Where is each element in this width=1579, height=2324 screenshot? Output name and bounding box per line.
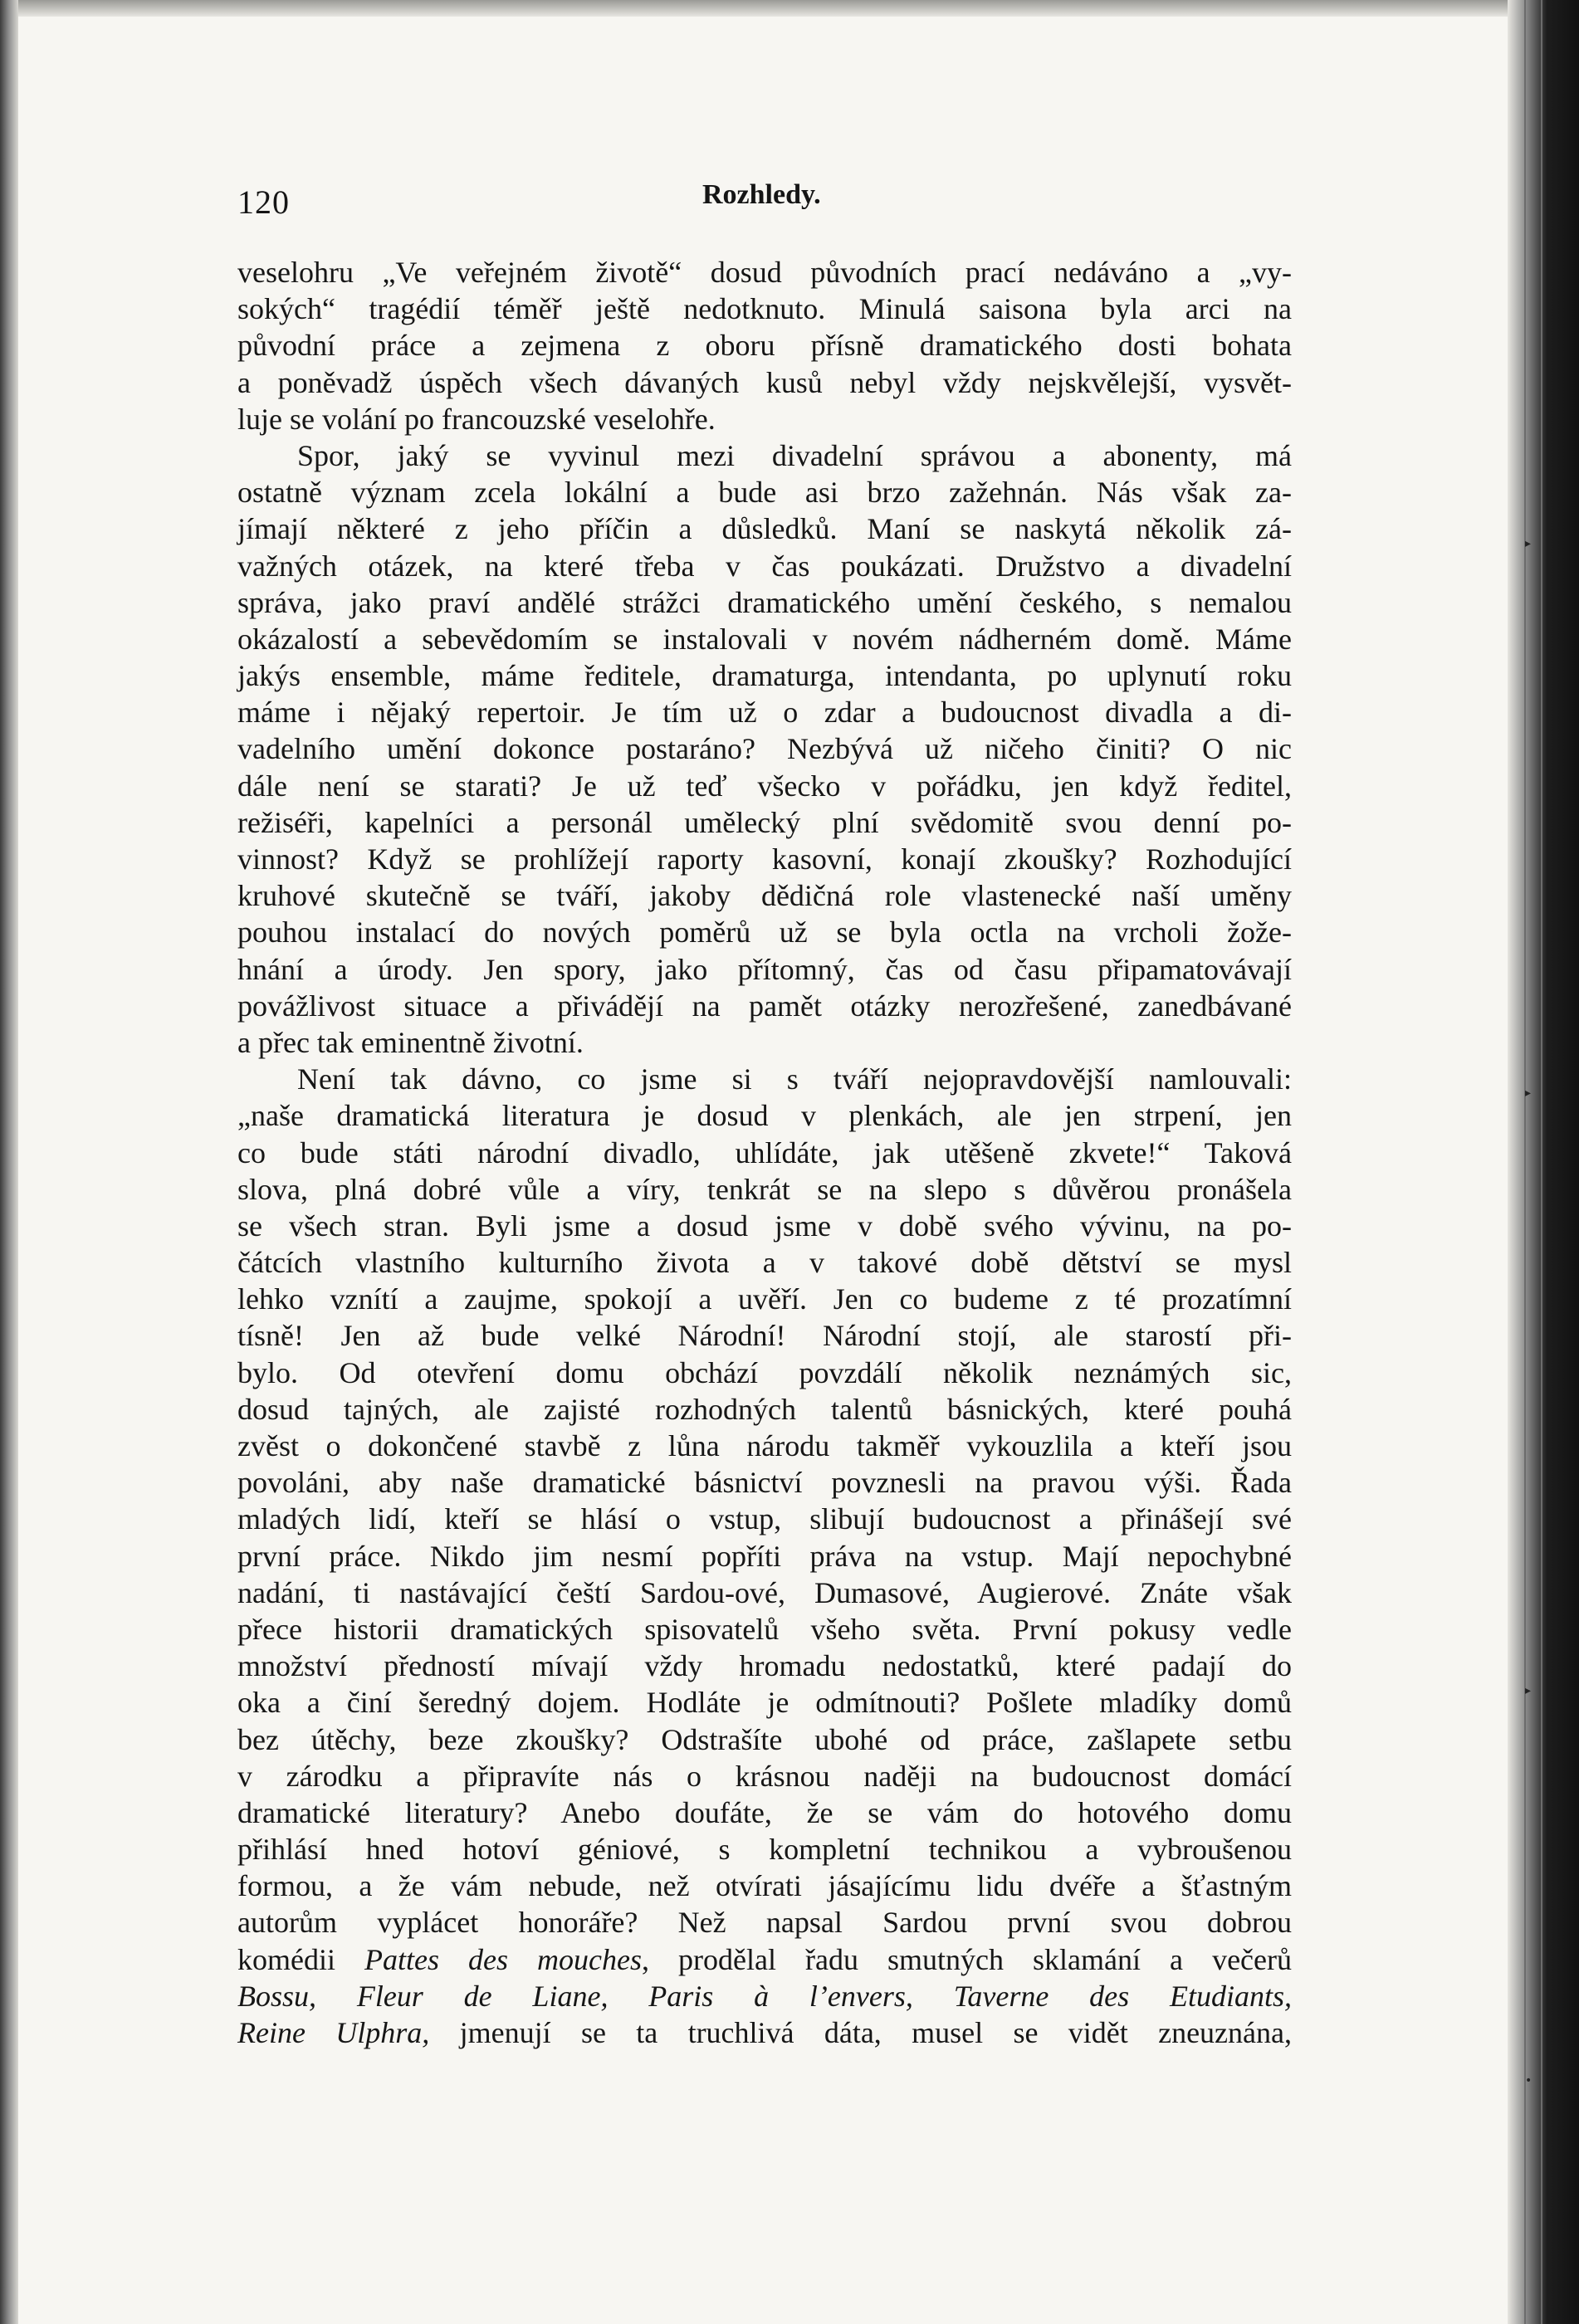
running-head: Rozhledy.	[702, 179, 821, 210]
text-span: komédii	[237, 1942, 365, 1976]
text-line: vadelního umění dokonce postaráno? Nezbývá už ničeho činiti? O nic	[237, 732, 1292, 766]
text-line: máme i nějaký repertoir. Je tím už o zdar a budoucnost divadla a di-	[237, 696, 1292, 730]
text-span: , prodělal řadu smutných sklamání a večerů	[642, 1942, 1292, 1976]
text-line: množství předností mívají vždy hromadu nedostatků, které padají do	[237, 1649, 1292, 1683]
text-line: první práce. Nikdo jim nesmí popříti práva na vstup. Mají nepochybné	[237, 1539, 1292, 1573]
page-left-edge	[0, 0, 18, 2324]
text-span: jmenují se ta truchlivá dáta, musel se vidět zneuznána,	[429, 2016, 1292, 2049]
text-line: a poněvadž úspěch všech dávaných kusů nebyl vždy nejskvělejší, vysvět-	[237, 365, 1292, 399]
page-header	[237, 173, 1292, 222]
text-line: Není tak dávno, co jsme si s tváří nejopravdovější namlouvali:	[297, 1062, 1292, 1096]
text-line: formou, a že vám nebude, než otvírati jásajícímu lidu dvéře a šťastným	[237, 1869, 1292, 1903]
text-line: lehko vznítí a zaujme, spokojí a uvěří. Jen co budeme z té prozatímní	[237, 1282, 1292, 1316]
binding-mark-icon: ▸	[1525, 1684, 1532, 1697]
binding-mark-icon: •	[1525, 2074, 1533, 2087]
text-line: mladých lidí, kteří se hlásí o vstup, slibují budoucnost a přinášejí své	[237, 1502, 1292, 1536]
text-line: co bude státi národní divadlo, uhlídáte, jak utěšeně zkvete!“ Taková	[237, 1135, 1292, 1169]
spine-line	[1524, 0, 1526, 2324]
text-line: povoláni, aby naše dramatické básnictví povznesli na pravou výši. Řada	[237, 1466, 1292, 1500]
text-line: nadání, ti nastávající čeští Sardou-ové, Dumasové, Augierové. Znáte však	[237, 1575, 1292, 1609]
text-line: povážlivost situace a přivádějí na pamět otázky nerozřešené, zanedbávané	[237, 989, 1292, 1023]
text-line: sokých“ tragédií téměř ještě nedotknuto. Minulá saisona byla arci na	[237, 292, 1292, 326]
text-line: važných otázek, na které třeba v čas poukázati. Družstvo a divadelní	[237, 549, 1292, 583]
text-line: slova, plná dobré vůle a víry, tenkrát se na slepo s důvěrou pronášela	[237, 1172, 1292, 1206]
text-line	[237, 1941, 1292, 1978]
text-line: luje se volání po francouzské veselohře.	[237, 402, 716, 436]
text-line: bez útěchy, beze zkoušky? Odstrašíte ubohé od práce, zašlapete setbu	[237, 1722, 1292, 1756]
text-line: hnání a úrody. Jen spory, jako přítomný, čas od času připamatovávají	[237, 952, 1292, 986]
text-line: dosud tajných, ale zajisté rozhodných talentů básnických, které pouhá	[237, 1392, 1292, 1426]
page-top-edge	[0, 0, 1579, 17]
text-line	[237, 2014, 1292, 2051]
body-text	[237, 254, 1292, 2051]
text-line: oka a činí šeredný dojem. Hodláte je odmítnouti? Pošlete mladíky domů	[237, 1686, 1292, 1720]
text-line: se všech stran. Byli jsme a dosud jsme v době svého vývinu, na po-	[237, 1208, 1292, 1243]
text-line: přihlásí hned hotoví géniové, s kompletní technikou a vybroušenou	[237, 1833, 1292, 1867]
italic-title: Pattes des mouches	[364, 1942, 643, 1976]
text-line: a přec tak eminentně životní.	[237, 1025, 584, 1059]
text-lines	[237, 254, 1292, 1941]
text-line-titles: Bossu, Fleur de Liane, Paris à l’envers, Taverne des Etudiants,	[237, 1979, 1292, 2013]
text-line: původní práce a zejmena z oboru přísně dramatického dosti bohata	[237, 329, 1292, 363]
text-line: čátcích vlastního kulturního života a v takové době dětství se mysl	[237, 1246, 1292, 1280]
text-line: zvěst o dokončené stavbě z lůna národu takměř vykouzlila a kteří jsou	[237, 1429, 1292, 1462]
text-line: v zárodku a připravíte nás o krásnou naději na budoucnost domácí	[237, 1759, 1292, 1793]
text-line: veselohru „Ve veřejném životě“ dosud původních prací nedáváno a „vy-	[237, 256, 1292, 289]
text-line: Spor, jaký se vyvinul mezi divadelní správou a abonenty, má	[297, 438, 1292, 472]
book-spine-shadow	[1508, 0, 1579, 2324]
text-line: okázalostí a sebevědomím se instalovali v novém nádherném domě. Máme	[237, 622, 1292, 656]
text-line: dramatické literatury? Anebo doufáte, že se vám do hotového domu	[237, 1795, 1292, 1829]
text-line: ostatně význam zcela lokální a bude asi brzo zažehnán. Nás však za-	[237, 476, 1292, 510]
text-line: pouhou instalací do nových poměrů už se byla octla na vrcholi žože-	[237, 915, 1292, 950]
text-line: „naše dramatická literatura je dosud v plenkách, ale jen strpení, jen	[237, 1099, 1292, 1133]
text-line: autorům vyplácet honoráře? Než napsal Sardou první svou dobrou	[237, 1906, 1292, 1940]
text-line: jímají některé z jeho příčin a důsledků. Maní se naskytá několik zá-	[237, 512, 1292, 546]
text-line: jakýs ensemble, máme ředitele, dramaturga, intendanta, po uplynutí roku	[237, 659, 1292, 693]
text-line: vinnost? Když se prohlížejí raporty kasovní, konají zkoušky? Rozhodující	[237, 842, 1292, 876]
page-number: 120	[237, 183, 290, 221]
text-line: režiséři, kapelníci a personál umělecký plní svědomitě svou denní po-	[237, 805, 1292, 839]
text-line: dále není se starati? Je už teď všecko v pořádku, jen když ředitel,	[237, 769, 1292, 803]
text-line: tísně! Jen až bude velké Národní! Národní stojí, ale starostí při-	[237, 1319, 1292, 1353]
text-line: kruhové skutečně se tváří, jakoby dědičná role vlastenecké naší uměny	[237, 879, 1292, 913]
italic-title: Reine Ulphra,	[237, 2016, 430, 2049]
binding-mark-icon: ▸	[1525, 1086, 1532, 1100]
text-line: bylo. Od otevření domu obchází povzdálí několik neznámých sic,	[237, 1355, 1292, 1389]
text-line: přece historii dramatických spisovatelů všeho světa. První pokusy vedle	[237, 1612, 1292, 1646]
binding-mark-icon: ▸	[1525, 537, 1532, 550]
text-line: správa, jako praví andělé strážci dramatického umění českého, s nemalou	[237, 585, 1292, 619]
spine-line	[1541, 0, 1542, 2324]
